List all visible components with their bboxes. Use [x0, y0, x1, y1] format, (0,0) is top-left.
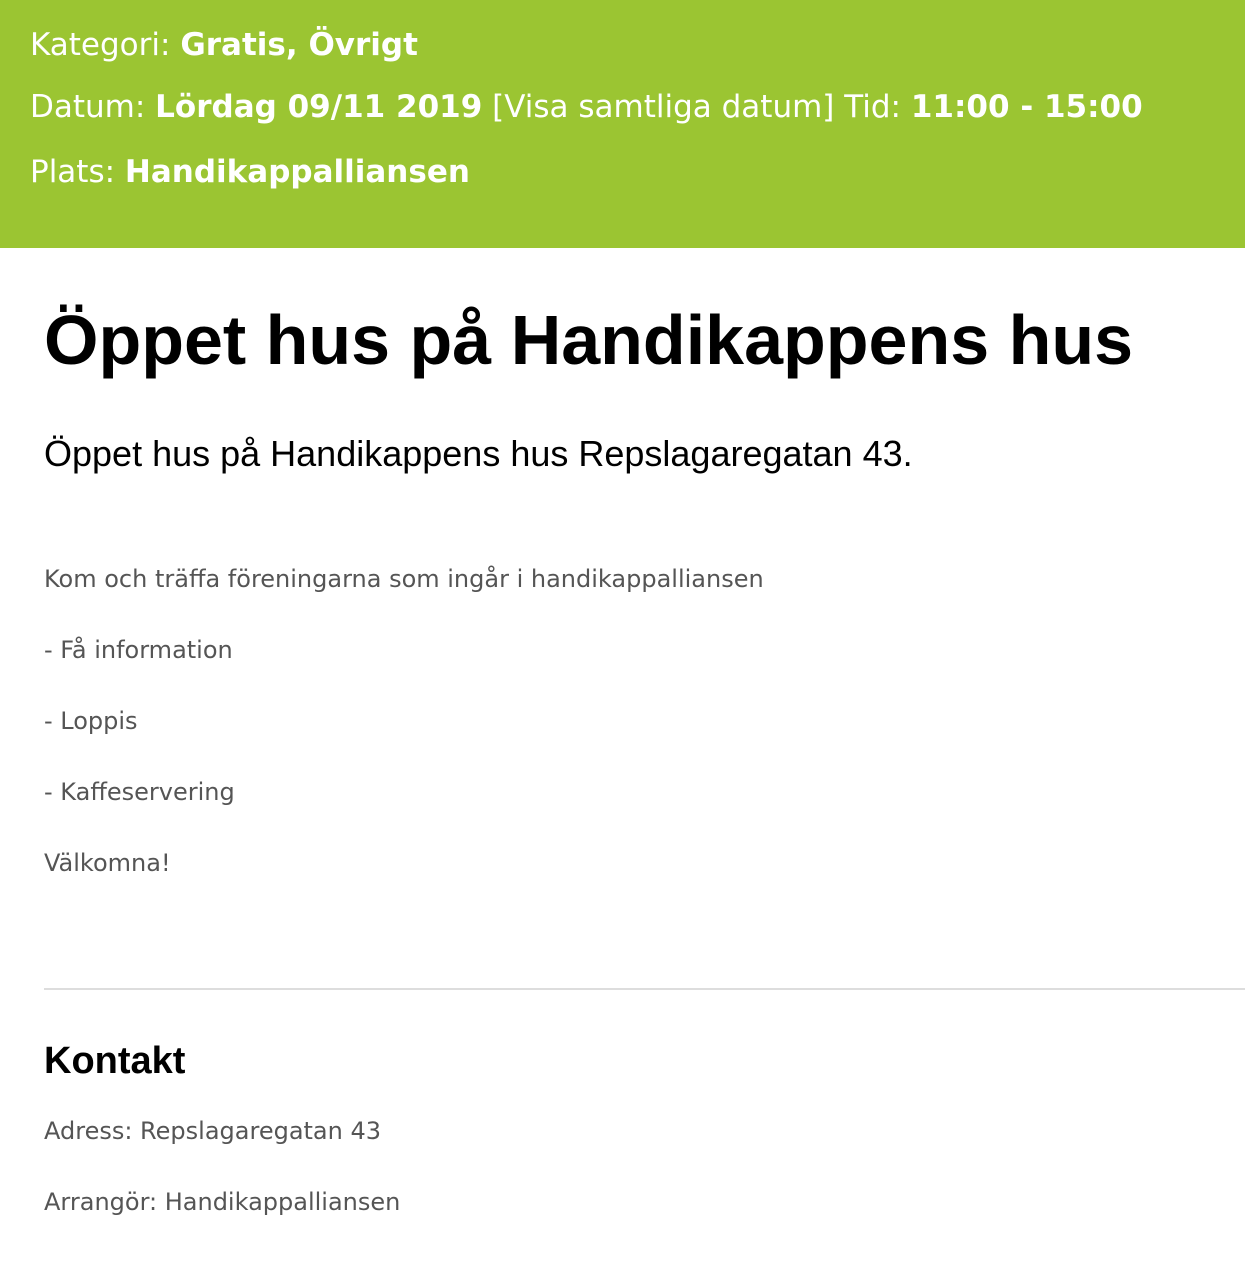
category-line [30, 25, 418, 65]
body-paragraph-intro: Kom och träffa föreningarna som ingår i handikappalliansen [44, 565, 764, 593]
place-value: Handikappalliansen [124, 154, 470, 190]
time-label: Tid: [844, 89, 901, 125]
contact-heading: Kontakt [44, 1040, 186, 1082]
show-all-dates-link[interactable]: [Visa samtliga datum] [492, 89, 835, 125]
place-label: Plats: [30, 154, 116, 190]
category-value: Gratis, Övrigt [180, 27, 418, 63]
body-list-item: - Få information [44, 636, 233, 664]
time-value: 11:00 - 15:00 [910, 89, 1143, 125]
body-list-item: - Kaffeservering [44, 778, 235, 806]
section-divider [44, 988, 1245, 990]
date-time-line [30, 87, 1143, 127]
body-list-item: - Loppis [44, 707, 138, 735]
place-line [30, 152, 470, 192]
contact-address: Adress: Repslagaregatan 43 [44, 1117, 382, 1145]
page-title: Öppet hus på Handikappens hus [44, 301, 1134, 379]
date-value: Lördag 09/11 2019 [155, 89, 483, 125]
category-label: Kategori: [30, 27, 171, 63]
event-meta-bar [0, 0, 1245, 248]
lead-paragraph: Öppet hus på Handikappens hus Repslagaregatan 43. [44, 433, 913, 474]
contact-organizer: Arrangör: Handikappalliansen [44, 1188, 401, 1216]
body-paragraph-welcome: Välkomna! [44, 849, 171, 877]
date-label: Datum: [30, 89, 146, 125]
